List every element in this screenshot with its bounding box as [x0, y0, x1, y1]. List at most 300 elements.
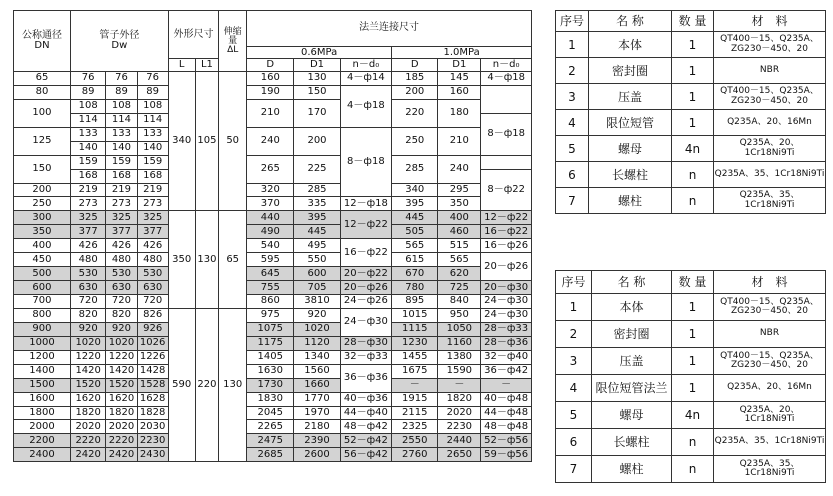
cell-nd-10: 28－ф33 [481, 322, 532, 336]
cell-dw: 159 [137, 155, 168, 169]
cell-d-10: 250 [392, 127, 438, 155]
cell-nd-10: 4－ф18 [481, 72, 532, 86]
cell-d1-06: 225 [294, 155, 340, 183]
cell-nd-06: 28－ф30 [340, 336, 392, 350]
cell-part-material: QT400－15、Q235A、 ZG230－450、20 [714, 294, 826, 321]
cell-dw: 2220 [106, 434, 137, 448]
cell-d1-10: 210 [438, 127, 481, 155]
cell-d-06: 860 [247, 295, 294, 309]
cell-d-06: 2475 [247, 434, 294, 448]
cell-d1-10: 460 [438, 225, 481, 239]
cell-dn: 300 [14, 211, 71, 225]
cell-d-06: 975 [247, 308, 294, 322]
cell-dw: 530 [137, 267, 168, 281]
cell-d1-10: － [438, 378, 481, 392]
cell-d-10: 185 [392, 72, 438, 86]
header-d1: D1 [294, 59, 340, 72]
cell-d-06: 440 [247, 211, 294, 225]
cell-d1-10: 565 [438, 253, 481, 267]
cell-part-material: Q235A、20、 1Cr18Ni9Ti [714, 136, 826, 162]
cell-d-10: 395 [392, 197, 438, 211]
cell-d-10: 1915 [392, 392, 438, 406]
cell-dw: 426 [137, 239, 168, 253]
cell-d1-10: 400 [438, 211, 481, 225]
cell-d-10: 2115 [392, 406, 438, 420]
cell-dw: 273 [137, 197, 168, 211]
cell-d-06: 1830 [247, 392, 294, 406]
cell-d-10: 220 [392, 99, 438, 127]
cell-dw: 219 [137, 183, 168, 197]
cell-dn: 1000 [14, 336, 71, 350]
cell-d-10: 445 [392, 211, 438, 225]
cell-dw: 159 [106, 155, 137, 169]
cell-dw: 2220 [70, 434, 105, 448]
cell-dn: 250 [14, 197, 71, 211]
cell-d-06: 595 [247, 253, 294, 267]
cell-part-material: Q235A、20、 1Cr18Ni9Ti [714, 402, 826, 429]
cell-nd-06: 52－ф42 [340, 434, 392, 448]
table-row [14, 281, 532, 295]
cell-dw: 108 [70, 99, 105, 113]
table-row [14, 211, 532, 225]
cell-part-qty: 1 [672, 294, 714, 321]
cell-nd-06: 56－ф42 [340, 448, 392, 462]
table-row [14, 225, 532, 239]
cell-nd-10 [481, 85, 532, 113]
cell-dn: 600 [14, 281, 71, 295]
cell-d1-10: 950 [438, 308, 481, 322]
parts-row [556, 188, 826, 214]
cell-dw: 273 [106, 197, 137, 211]
cell-part-name: 长螺柱 [589, 162, 672, 188]
cell-part-name: 密封圈 [592, 321, 672, 348]
cell-dw: 1620 [70, 392, 105, 406]
cell-L: 590 [168, 308, 195, 461]
header-L1: L1 [195, 59, 219, 72]
table-row [14, 448, 532, 462]
cell-d1-06: 445 [294, 225, 340, 239]
cell-part-name: 限位短管法兰 [592, 375, 672, 402]
cell-d1-06: 130 [294, 72, 340, 86]
cell-part-name: 长螺柱 [592, 429, 672, 456]
cell-nd-10: － [481, 378, 532, 392]
parts-row [556, 375, 826, 402]
cell-d1-06: 1020 [294, 322, 340, 336]
cell-dw: 2420 [106, 448, 137, 462]
header-size: 外形尺寸 [168, 11, 218, 59]
cell-nd-10: 44－ф48 [481, 406, 532, 420]
parts-header-cell: 序号 [556, 271, 592, 294]
cell-dw: 720 [106, 295, 137, 309]
cell-d-10: 1230 [392, 336, 438, 350]
cell-d1-06: 600 [294, 267, 340, 281]
cell-d1-06: 1660 [294, 378, 340, 392]
cell-dw: 820 [106, 308, 137, 322]
cell-d1-10: 350 [438, 197, 481, 211]
cell-part-qty: n [672, 429, 714, 456]
cell-nd-10: 24－ф30 [481, 295, 532, 309]
cell-dn: 800 [14, 308, 71, 322]
parts-header-cell: 序号 [556, 11, 589, 32]
cell-part-qty: 1 [672, 348, 714, 375]
cell-dn: 150 [14, 155, 71, 183]
cell-dw: 108 [106, 99, 137, 113]
cell-d1-10: 1820 [438, 392, 481, 406]
cell-d-10: 285 [392, 155, 438, 183]
cell-dw: 377 [106, 225, 137, 239]
cell-dw: 114 [137, 113, 168, 127]
header-nd: n－d₀ [481, 59, 532, 72]
cell-nd-06: 8－ф18 [340, 127, 392, 197]
cell-nd-06: 12－ф18 [340, 197, 392, 211]
cell-d-10: 565 [392, 239, 438, 253]
cell-nd-06: 24－ф26 [340, 295, 392, 309]
cell-d1-06: 2600 [294, 448, 340, 462]
cell-dw: 1520 [70, 378, 105, 392]
cell-dw: 168 [137, 169, 168, 183]
table-row [14, 72, 532, 86]
cell-nd-10: 16－ф26 [481, 239, 532, 253]
cell-d1-10: 620 [438, 267, 481, 281]
cell-d1-06: 150 [294, 85, 340, 99]
cell-dw: 377 [70, 225, 105, 239]
cell-dn: 1500 [14, 378, 71, 392]
cell-dw: 1020 [70, 336, 105, 350]
cell-d1-06: 335 [294, 197, 340, 211]
cell-dw: 826 [137, 308, 168, 322]
header-flange: 法兰连接尺寸 [247, 11, 532, 47]
cell-nd-10: 20－ф26 [481, 253, 532, 281]
table-row [14, 295, 532, 309]
cell-nd-10 [481, 155, 532, 169]
cell-d-10: 2760 [392, 448, 438, 462]
cell-d-06: 490 [247, 225, 294, 239]
cell-L: 350 [168, 211, 195, 309]
table-row [14, 392, 532, 406]
cell-d-06: 1730 [247, 378, 294, 392]
cell-dw: 2230 [137, 434, 168, 448]
cell-d1-10: 2230 [438, 420, 481, 434]
cell-nd-06: 24－ф30 [340, 308, 392, 336]
cell-part-material: QT400－15、Q235A、 ZG230－450、20 [714, 84, 826, 110]
cell-d1-10: 840 [438, 295, 481, 309]
cell-L1: 105 [195, 72, 219, 211]
cell-dn: 65 [14, 72, 71, 86]
cell-d1-06: 1970 [294, 406, 340, 420]
cell-dw: 1420 [106, 364, 137, 378]
cell-d-10: 340 [392, 183, 438, 197]
cell-dL: 65 [219, 211, 247, 309]
cell-d1-06: 1120 [294, 336, 340, 350]
header-compensation: 伸缩量 ΔL [219, 11, 247, 72]
cell-dw: 926 [137, 322, 168, 336]
cell-dn: 80 [14, 85, 71, 99]
cell-d1-06: 1560 [294, 364, 340, 378]
table-row [14, 406, 532, 420]
cell-dw: 114 [70, 113, 105, 127]
cell-dn: 400 [14, 239, 71, 253]
table-row [14, 253, 532, 267]
cell-d1-06: 1340 [294, 350, 340, 364]
cell-d-10: 780 [392, 281, 438, 295]
table-row [14, 434, 532, 448]
cell-dw: 480 [106, 253, 137, 267]
cell-d-06: 320 [247, 183, 294, 197]
cell-dn: 100 [14, 99, 71, 127]
cell-part-name: 螺母 [592, 402, 672, 429]
cell-dw: 426 [70, 239, 105, 253]
cell-part-no: 2 [556, 321, 592, 348]
cell-dw: 1620 [106, 392, 137, 406]
header-d1: D1 [438, 59, 481, 72]
cell-d-06: 370 [247, 197, 294, 211]
cell-d1-10: 1050 [438, 322, 481, 336]
cell-d-06: 1405 [247, 350, 294, 364]
cell-dw: 76 [137, 72, 168, 86]
header-d: D [392, 59, 438, 72]
cell-dn: 450 [14, 253, 71, 267]
table-row [14, 183, 532, 197]
cell-nd-06: 12－ф22 [340, 211, 392, 239]
cell-nd-06: 48－ф42 [340, 420, 392, 434]
table-row [14, 99, 532, 113]
cell-part-no: 3 [556, 84, 589, 110]
cell-d-06: 160 [247, 72, 294, 86]
cell-dn: 1200 [14, 350, 71, 364]
cell-part-no: 4 [556, 375, 592, 402]
cell-dw: 133 [137, 127, 168, 141]
cell-dw: 1220 [70, 350, 105, 364]
cell-d1-10: 2020 [438, 406, 481, 420]
cell-nd-10: 36－ф42 [481, 364, 532, 378]
cell-dw: 219 [106, 183, 137, 197]
cell-part-qty: 1 [672, 32, 714, 58]
cell-part-material: NBR [714, 321, 826, 348]
cell-dw: 920 [70, 322, 105, 336]
parts-row [556, 348, 826, 375]
cell-d1-10: 2440 [438, 434, 481, 448]
cell-d1-06: 495 [294, 239, 340, 253]
cell-dw: 1520 [106, 378, 137, 392]
cell-d-06: 2265 [247, 420, 294, 434]
table-row [14, 420, 532, 434]
cell-d1-06: 3810 [294, 295, 340, 309]
cell-dw: 76 [70, 72, 105, 86]
parts-header-cell: 材 料 [714, 11, 826, 32]
header-dw: 管子外径 Dw [70, 11, 168, 72]
cell-dw: 89 [106, 85, 137, 99]
parts-row [556, 321, 826, 348]
cell-d-06: 265 [247, 155, 294, 183]
cell-part-name: 密封圈 [589, 58, 672, 84]
cell-nd-10: 20－ф30 [481, 281, 532, 295]
cell-part-name: 本体 [589, 32, 672, 58]
header-dn: 公称通径 DN [14, 11, 71, 72]
cell-dw: 630 [137, 281, 168, 295]
cell-dw: 140 [106, 141, 137, 155]
cell-part-qty: 4n [672, 136, 714, 162]
cell-d-10: 2550 [392, 434, 438, 448]
cell-dw: 530 [106, 267, 137, 281]
table-row [14, 322, 532, 336]
cell-d1-10: 1590 [438, 364, 481, 378]
cell-dn: 2400 [14, 448, 71, 462]
cell-d1-06: 705 [294, 281, 340, 295]
cell-dw: 140 [70, 141, 105, 155]
cell-dn: 125 [14, 127, 71, 155]
cell-nd-10: 8－ф22 [481, 169, 532, 211]
cell-d1-06: 170 [294, 99, 340, 127]
cell-d-10: 2325 [392, 420, 438, 434]
cell-part-qty: 1 [672, 84, 714, 110]
cell-part-material: Q235A、35、 1Cr18Ni9Ti [714, 456, 826, 483]
table-row [14, 239, 532, 253]
cell-d1-10: 725 [438, 281, 481, 295]
cell-part-qty: n [672, 162, 714, 188]
cell-d1-10: 160 [438, 85, 481, 99]
table-row [14, 336, 532, 350]
cell-dw: 720 [70, 295, 105, 309]
cell-dn: 200 [14, 183, 71, 197]
cell-part-name: 压盖 [589, 84, 672, 110]
parts-table-top [555, 10, 826, 214]
cell-dw: 2430 [137, 448, 168, 462]
cell-d1-06: 200 [294, 127, 340, 155]
cell-d1-10: 2650 [438, 448, 481, 462]
cell-dn: 1600 [14, 392, 71, 406]
cell-L1: 130 [195, 211, 219, 309]
cell-dw: 820 [70, 308, 105, 322]
cell-part-material: Q235A、20、16Mn [714, 375, 826, 402]
cell-part-qty: 1 [672, 58, 714, 84]
cell-dw: 2030 [137, 420, 168, 434]
parts-row [556, 429, 826, 456]
cell-nd-06: 32－ф33 [340, 350, 392, 364]
cell-d1-06: 550 [294, 253, 340, 267]
cell-d-06: 210 [247, 99, 294, 127]
cell-nd-10: 28－ф36 [481, 336, 532, 350]
cell-part-qty: 1 [672, 321, 714, 348]
cell-d-10: 505 [392, 225, 438, 239]
cell-dw: 1020 [106, 336, 137, 350]
cell-part-no: 5 [556, 136, 589, 162]
cell-d-06: 2685 [247, 448, 294, 462]
table-row [14, 197, 532, 211]
cell-d-10: － [392, 378, 438, 392]
cell-dn: 2000 [14, 420, 71, 434]
cell-d-10: 615 [392, 253, 438, 267]
cell-d-06: 1175 [247, 336, 294, 350]
table-row [14, 267, 532, 281]
cell-part-qty: 1 [672, 375, 714, 402]
table-row [14, 155, 532, 169]
cell-dw: 133 [106, 127, 137, 141]
cell-dw: 480 [137, 253, 168, 267]
cell-dw: 168 [70, 169, 105, 183]
cell-nd-06: 40－ф36 [340, 392, 392, 406]
cell-part-material: NBR [714, 58, 826, 84]
cell-part-no: 4 [556, 110, 589, 136]
cell-nd-06: 4－ф18 [340, 85, 392, 127]
cell-dw: 920 [106, 322, 137, 336]
cell-dn: 1400 [14, 364, 71, 378]
cell-d1-06: 920 [294, 308, 340, 322]
table-row [14, 127, 532, 141]
cell-d-06: 540 [247, 239, 294, 253]
parts-header-cell: 材 料 [714, 271, 826, 294]
table-row [14, 364, 532, 378]
cell-d1-06: 1770 [294, 392, 340, 406]
dimension-table [13, 10, 532, 462]
cell-d-10: 1015 [392, 308, 438, 322]
cell-d-10: 1115 [392, 322, 438, 336]
cell-dw: 89 [137, 85, 168, 99]
cell-d1-10: 295 [438, 183, 481, 197]
cell-dw: 273 [70, 197, 105, 211]
cell-dw: 630 [106, 281, 137, 295]
cell-dn: 500 [14, 267, 71, 281]
cell-nd-10: 32－ф40 [481, 350, 532, 364]
cell-dn: 2200 [14, 434, 71, 448]
cell-d1-10: 1380 [438, 350, 481, 364]
cell-part-name: 螺母 [589, 136, 672, 162]
cell-dw: 108 [137, 99, 168, 113]
cell-part-no: 1 [556, 294, 592, 321]
cell-dw: 76 [106, 72, 137, 86]
cell-part-material: QT400－15、Q235A、 ZG230－450、20 [714, 348, 826, 375]
cell-part-no: 7 [556, 188, 589, 214]
cell-d-10: 200 [392, 85, 438, 99]
cell-nd-10: 48－ф48 [481, 420, 532, 434]
cell-dw: 630 [70, 281, 105, 295]
cell-d-10: 1675 [392, 364, 438, 378]
header-pressure-06: 0.6MPa [247, 46, 392, 59]
cell-dw: 325 [137, 211, 168, 225]
parts-row [556, 402, 826, 429]
cell-part-name: 限位短管 [589, 110, 672, 136]
cell-d1-10: 1160 [438, 336, 481, 350]
cell-part-no: 3 [556, 348, 592, 375]
cell-dw: 1226 [137, 350, 168, 364]
cell-dw: 1820 [106, 406, 137, 420]
header-nd: n－d₀ [340, 59, 392, 72]
header-d: D [247, 59, 294, 72]
parts-row [556, 294, 826, 321]
cell-dw: 89 [70, 85, 105, 99]
table-row [14, 85, 532, 99]
cell-part-no: 6 [556, 162, 589, 188]
parts-table-bottom [555, 270, 826, 483]
cell-nd-06: 20－ф22 [340, 267, 392, 281]
parts-header-cell: 名 称 [592, 271, 672, 294]
cell-nd-10: 16－ф22 [481, 225, 532, 239]
cell-d-06: 190 [247, 85, 294, 99]
cell-dw: 1220 [106, 350, 137, 364]
cell-dw: 219 [70, 183, 105, 197]
table-row [14, 378, 532, 392]
cell-nd-10: 52－ф56 [481, 434, 532, 448]
cell-dn: 1800 [14, 406, 71, 420]
cell-dw: 426 [106, 239, 137, 253]
cell-dn: 350 [14, 225, 71, 239]
cell-part-material: Q235A、35、1Cr18Ni9Ti [714, 429, 826, 456]
parts-row [556, 456, 826, 483]
cell-dw: 325 [106, 211, 137, 225]
cell-part-material: Q235A、35、 1Cr18Ni9Ti [714, 188, 826, 214]
cell-part-no: 2 [556, 58, 589, 84]
cell-dw: 720 [137, 295, 168, 309]
cell-dw: 140 [137, 141, 168, 155]
